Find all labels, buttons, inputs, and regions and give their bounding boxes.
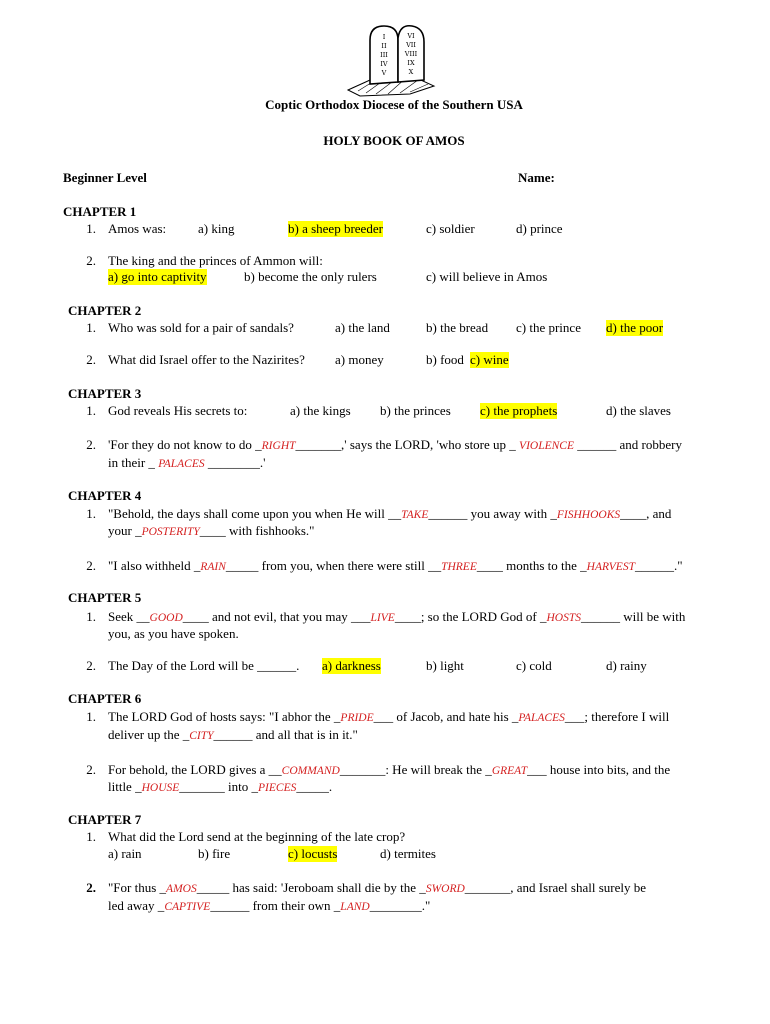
answer-option: c) will believe in Amos [426, 269, 548, 284]
answer-option: a) the kings [290, 403, 351, 418]
filled-answer: GREAT [491, 765, 528, 777]
fill-in-line [108, 437, 682, 453]
tablet-numeral: VIII [404, 50, 418, 58]
question-text: The Day of the Lord will be ______. [108, 658, 300, 673]
fill-in-line [108, 455, 265, 471]
question-text: ___ of Jacob, and hate his _ [373, 709, 519, 724]
filled-answer: PRIDE [340, 712, 374, 724]
filled-answer: SWORD [425, 883, 465, 895]
question-text: _______: He will break the _ [339, 762, 492, 777]
chapter-title: CHAPTER 1 [63, 204, 137, 219]
question-number: 1. [86, 403, 96, 418]
answer-option-correct: a) darkness [322, 658, 381, 673]
answer-option: c) cold [516, 658, 552, 673]
chapter-title: CHAPTER 3 [68, 386, 142, 401]
question-text: led away _ [108, 898, 165, 913]
question-text: ______." [634, 558, 683, 573]
question-number: 2. [86, 558, 96, 573]
filled-answer: HARVEST [586, 561, 635, 573]
filled-answer: HOUSE [141, 782, 180, 794]
answer-option: a) the land [335, 320, 390, 335]
question-text: What did the Lord send at the beginning of the late crop? [108, 829, 406, 844]
chapter-title: CHAPTER 2 [68, 303, 142, 318]
question-text: _____. [296, 779, 333, 794]
chapter-title: CHAPTER 7 [68, 812, 142, 827]
filled-answer: RIGHT [261, 440, 296, 452]
question-text: Amos was: [108, 221, 167, 236]
fill-in-line [108, 898, 430, 914]
question-text: ______ will be with [581, 609, 686, 624]
question-text: ______ you away with _ [428, 506, 557, 521]
question-number: 2. [86, 437, 96, 452]
question-text: _____ has said: 'Jeroboam shall die by the _ [196, 880, 426, 895]
filled-answer: RAIN [200, 561, 226, 573]
question-text: ____ with fishhooks." [199, 523, 315, 538]
organization-title: Coptic Orthodox Diocese of the Southern USA [265, 97, 523, 112]
filled-answer: PALACES [158, 458, 205, 470]
answer-option-correct: b) a sheep breeder [288, 221, 383, 236]
answer-option: b) food [426, 352, 464, 367]
question-text: your _ [108, 523, 142, 538]
question-text: What did Israel offer to the Nazirites? [108, 352, 305, 367]
question-number: 2. [86, 352, 96, 367]
filled-answer: THREE [441, 561, 477, 573]
filled-answer: CAPTIVE [164, 901, 211, 913]
question-text: ____ and not evil, that you may ___ [182, 609, 371, 624]
question-number: 2. [86, 762, 96, 777]
answer-option: a) king [198, 221, 235, 236]
answer-option: d) termites [380, 846, 436, 861]
fill-in-line [108, 779, 332, 795]
question-text: ___; therefore I will [564, 709, 670, 724]
question-text: _______,' says the LORD, 'who store up _ [295, 437, 520, 452]
question-number: 2. [86, 658, 96, 673]
filled-answer: PALACES [518, 712, 565, 724]
name-label: Name: [518, 170, 555, 185]
answer-option: d) rainy [606, 658, 647, 673]
answer-option: a) rain [108, 846, 142, 861]
answer-option: b) the bread [426, 320, 489, 335]
filled-answer: LAND [340, 901, 370, 913]
tablet-numeral: X [408, 68, 414, 76]
fill-in-line [108, 880, 646, 896]
question-text: ______ from their own _ [210, 898, 341, 913]
question-number: 1. [86, 221, 96, 236]
question-number: 2. [86, 880, 96, 895]
fill-in-line [108, 523, 314, 539]
tablet-numeral: I [382, 33, 386, 41]
tablet-numeral: V [381, 69, 387, 77]
question-number: 1. [86, 709, 96, 724]
question-text: ____; so the LORD God of _ [394, 609, 547, 624]
question-text: ________." [369, 898, 431, 913]
filled-answer: AMOS [166, 883, 197, 895]
answer-option: b) fire [198, 846, 231, 861]
question-text: 'For they do not know to do _ [108, 437, 262, 452]
tablet-numeral: II [381, 42, 387, 50]
filled-answer: TAKE [401, 509, 429, 521]
filled-answer: PIECES [258, 782, 297, 794]
answer-option-correct: c) locusts [288, 846, 338, 861]
tablet-numeral: VI [407, 32, 415, 40]
tablet-numeral: III [380, 51, 388, 59]
filled-answer: POSTERITY [141, 526, 200, 538]
question-text: ______ and all that is in it." [213, 727, 358, 742]
filled-answer: FISHHOOKS [556, 509, 621, 521]
question-text: "Behold, the days shall come upon you when He will __ [108, 506, 402, 521]
answer-option-correct: c) the prophets [480, 403, 558, 418]
question-number: 1. [86, 506, 96, 521]
answer-option: a) money [335, 352, 384, 367]
answer-option: d) the slaves [606, 403, 671, 418]
question-number: 1. [86, 320, 96, 335]
tablet-numeral: IV [380, 60, 388, 68]
fill-in-line [108, 727, 358, 743]
fill-in-line [108, 609, 685, 625]
answer-option-correct: c) wine [470, 352, 509, 367]
question-text: The king and the princes of Ammon will: [108, 253, 323, 268]
filled-answer: COMMAND [281, 765, 340, 777]
question-text: "For thus _ [108, 880, 167, 895]
answer-option: d) prince [516, 221, 563, 236]
level-label: Beginner Level [63, 170, 147, 185]
question-text: little _ [108, 779, 142, 794]
question-text: ______ and robbery [574, 437, 682, 452]
question-text: Seek __ [108, 609, 150, 624]
chapter-title: CHAPTER 4 [68, 488, 142, 503]
question-number: 2. [86, 253, 96, 268]
filled-answer: CITY [189, 730, 214, 742]
tablet-numeral: IX [407, 59, 415, 67]
question-text: ___ house into bits, and the [527, 762, 671, 777]
answer-option: b) become the only rulers [244, 269, 377, 284]
question-text: ________.' [204, 455, 266, 470]
question-text: Who was sold for a pair of sandals? [108, 320, 294, 335]
chapter-title: CHAPTER 6 [68, 691, 142, 706]
tablet-numeral: VII [406, 41, 416, 49]
question-text: The LORD God of hosts says: "I abhor the _ [108, 709, 341, 724]
question-text: _______, and Israel shall surely be [464, 880, 647, 895]
answer-option: c) soldier [426, 221, 475, 236]
filled-answer: GOOD [149, 612, 183, 624]
filled-answer: VIOLENCE [519, 440, 574, 452]
filled-answer: LIVE [370, 612, 395, 624]
question-text: _____ from you, when there were still __ [225, 558, 442, 573]
answer-option: c) the prince [516, 320, 581, 335]
fill-in-line [108, 709, 669, 725]
answer-option-correct: a) go into captivity [108, 269, 207, 284]
question-text: ____ months to the _ [476, 558, 587, 573]
chapter-title: CHAPTER 5 [68, 590, 142, 605]
fill-in-line [108, 506, 671, 522]
question-text: in their _ [108, 455, 159, 470]
answer-option: b) the princes [380, 403, 451, 418]
question-number: 1. [86, 829, 96, 844]
answer-option-correct: d) the poor [606, 320, 664, 335]
worksheet-title: HOLY BOOK OF AMOS [323, 133, 465, 148]
answer-option: b) light [426, 658, 464, 673]
ten-commandments-logo [340, 18, 440, 98]
question-text: For behold, the LORD gives a __ [108, 762, 282, 777]
fill-in-line [108, 558, 683, 574]
filled-answer: HOSTS [546, 612, 581, 624]
question-text: you, as you have spoken. [108, 626, 239, 641]
question-text: "I also withheld _ [108, 558, 201, 573]
question-number: 1. [86, 609, 96, 624]
question-text: God reveals His secrets to: [108, 403, 248, 418]
fill-in-line [108, 762, 670, 778]
question-text: ____, and [620, 506, 672, 521]
question-text: _______ into _ [179, 779, 259, 794]
question-text: deliver up the _ [108, 727, 190, 742]
